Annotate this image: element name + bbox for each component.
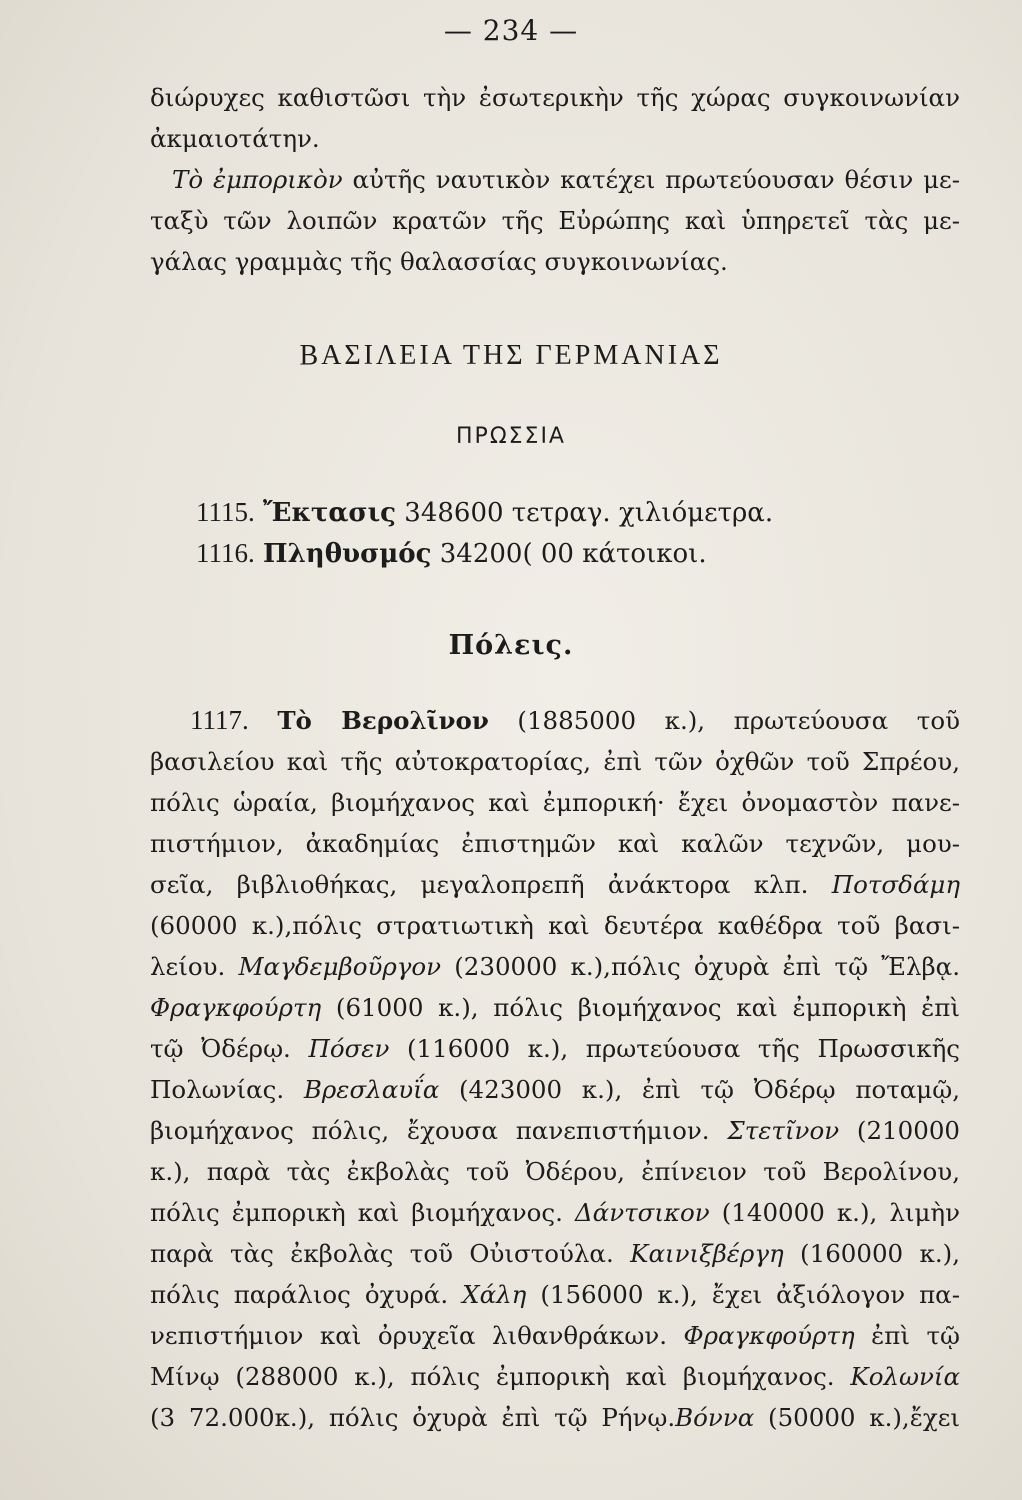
text-span: (160000 κ.), [783,1239,960,1268]
cities-heading: Πόλεις. [448,630,574,661]
text-line: (60000 κ.),πόλις στρατιωτικὴ καὶ δευτέρα καθέδρα τοῦ βασι- [150,911,960,940]
text-span: (116000 κ.), πρωτεύουσα τῆς Πρωσσικῆς [389,1034,960,1063]
text-span: λείου. [150,952,239,981]
text-span: ἐπὶ τῷ [854,1321,960,1350]
text-line [150,159,960,200]
city-name: Μαγδεμβοῦργον [238,952,442,981]
city-name-berlin: Τὸ Βερολῖνον [277,706,489,735]
city-name: Φραγκφούρτη [683,1321,855,1350]
population-label: Πληθυσμός [263,539,432,569]
area-value: 348600 τετραγ. χιλιόμετρα. [396,498,774,528]
text-line: βασιλείου καὶ τῆς αὐτοκρατορίας, ἐπὶ τῶν ὀχθῶν τοῦ Σπρέου, [150,747,960,776]
city-name: Στετῖνον [727,1116,840,1145]
page-number: — 234 — [443,14,579,47]
text-line [150,1028,960,1069]
text-line: ἀκμαιοτάτην. [150,124,320,153]
text-line [150,946,960,987]
text-span: (230000 κ.),πόλις ὀχυρὰ ἐπὶ τῷ Ἔλβᾳ. [441,952,960,981]
entry-number: 1115. [196,497,255,527]
text-span: βιομήχανος πόλις, ἔχουσα πανεπιστήμιον. [150,1116,728,1145]
entry-number: 1117. [190,705,249,735]
text-line [150,1110,960,1151]
area-entry [196,497,773,528]
text-span: (50000 κ.),ἔχει [754,1403,960,1432]
section-heading-kingdom: ΒΑΣΙΛΕΙΑ ΤΗΣ ΓΕΡΜΑΝΙΑΣ [299,340,723,371]
city-name: Ποτσδάμη [831,870,960,899]
city-name: Φραγκφούρτη [150,993,322,1022]
text-span: Πολωνίας. [150,1075,304,1104]
text-span: νεπιστήμιον καὶ ὀρυχεῖα λιθανθράκων. [150,1321,684,1350]
text-line: ταξὺ τῶν λοιπῶν κρατῶν τῆς Εὐρώπης καὶ ὑπηρετεῖ τὰς με- [150,206,960,235]
city-name: Κολωνία [850,1362,960,1391]
text-line [150,1192,960,1233]
text-line [150,1069,960,1110]
text-line [150,987,960,1028]
text-span: (61000 κ.), πόλις βιομήχανος καὶ ἐμπορικὴ ἐπὶ [321,993,960,1022]
section-heading-prussia: ΠΡΩΣΣΙΑ [456,424,566,449]
area-label: Ἔκτασις [263,498,397,528]
text-span: (156000 κ.), ἔχει ἀξιόλογον πα- [526,1280,960,1309]
text-span: παρὰ τὰς ἐκβολὰς τοῦ Οὐιστούλα. [150,1239,631,1268]
city-name: Χάλη [462,1280,527,1309]
text-span: πόλις ἐμπορικὴ καὶ βιομήχανος. [150,1198,575,1227]
cities-text [150,700,960,1438]
text-line [150,1397,960,1438]
text-line: γάλας γραμμὰς τῆς θαλασσίας συγκοινωνίας. [150,247,728,276]
text-span: (423000 κ.), ἐπὶ τῷ Ὀδέρῳ ποταμῷ, [439,1075,960,1104]
city-name: Δάντσικον [574,1198,710,1227]
text-line: κ.), παρὰ τὰς ἐκβολὰς τοῦ Ὀδέρου, ἐπίνειον τοῦ Βερολίνου, [150,1157,960,1186]
text-span: σεῖα, βιβλιοθήκας, μεγαλοπρεπῆ ἀνάκτορα κλπ. [150,870,832,899]
text-span: τῷ Ὀδέρῳ. [150,1034,309,1063]
text-line: πιστήμιον, ἀκαδημίας ἐπιστημῶν καὶ καλῶν τεχνῶν, μου- [150,829,960,858]
text-line: πόλις ὡραία, βιομήχανος καὶ ἐμπορική· ἔχει ὀνομαστὸν πανε- [150,788,960,817]
text-span: Μίνῳ (288000 κ.), πόλις ἐμπορικὴ καὶ βιομήχανος. [150,1362,851,1391]
entry-number: 1116. [196,538,255,568]
text-line [150,1356,960,1397]
text-span: (210000 [839,1116,960,1145]
city-name: Βόννα [675,1403,755,1432]
text-line: διώρυχες καθιστῶσι τὴν ἐσωτερικὴν τῆς χώρας συγκοινωνίαν [150,83,960,112]
text-line [150,1233,960,1274]
intro-text [150,77,960,282]
city-name: Πόσεν [308,1034,390,1063]
text-span: (140000 κ.), λιμὴν [709,1198,960,1227]
text-span: (1885000 κ.), πρωτεύουσα τοῦ [488,706,960,735]
text-line [150,1274,960,1315]
italic-phrase: Τὸ ἐμπορικὸν [172,165,343,194]
population-value: 34200( 00 κάτοικοι. [431,539,707,569]
text-line [150,1315,960,1356]
text-span: αὐτῆς ναυτικὸν κατέχει πρωτεύουσαν θέσιν με- [342,165,960,194]
text-span: (3 72.000κ.), πόλις ὀχυρὰ ἐπὶ τῷ Ρήνῳ. [150,1403,676,1432]
text-line [150,700,960,741]
text-line [150,864,960,905]
text-span: πόλις παράλιος ὀχυρά. [150,1280,463,1309]
population-entry [196,538,707,569]
city-name: Βρεσλαυΐα [303,1075,440,1104]
city-name: Καινιξβέργη [630,1239,784,1268]
